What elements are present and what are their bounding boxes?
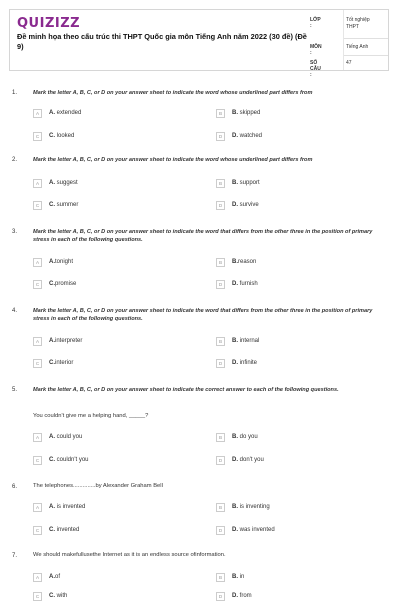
option-letter-box: C [33, 592, 42, 601]
option-letter-box: A [33, 573, 42, 582]
meta-label: LỚP : [310, 17, 321, 29]
question-text: Mark the letter A, B, C, or D on your answer sheet to indicate the word that differs from the other three in the position of primary stress in each of the following questions. [33, 308, 373, 322]
option-key: A. [49, 110, 55, 116]
option-text: suggest [56, 180, 78, 186]
option-letter-box: B [216, 337, 225, 346]
option-text: with [56, 593, 68, 599]
question-sentence: You couldn't give me a helping hand, _____? [33, 413, 149, 419]
worksheet-title: Đề minh họa theo cấu trúc thi THPT Quốc gia môn Tiếng Anh năm 2022 (30 đề) (Đề 9) [17, 32, 307, 51]
option-text: skipped [239, 110, 261, 116]
question-number: 5. [12, 387, 18, 393]
option-text: do you [239, 434, 258, 440]
option-key: D. [232, 527, 238, 533]
question-number: 7. [12, 553, 18, 559]
option-text: could you [56, 434, 83, 440]
option-text: survive [239, 202, 259, 208]
option-key: C. [49, 527, 55, 533]
option-letter-box: C [33, 526, 42, 535]
quizizz-logo: QUIZIZZ [17, 16, 81, 31]
question-number: 2. [12, 157, 18, 163]
option-letter-box: A [33, 109, 42, 118]
option-letter-box: D [216, 456, 225, 465]
option-letter-box: C [33, 456, 42, 465]
option-letter-box: D [216, 526, 225, 535]
option-letter-box: D [216, 201, 225, 210]
question-text: Mark the letter A, B, C, or D on your answer sheet to indicate the word whose underlined part differs from [33, 157, 313, 163]
option-key: D. [232, 202, 238, 208]
option-letter-box: B [216, 258, 225, 267]
option-key: A. [49, 574, 55, 580]
option-text: is inventing [239, 504, 270, 510]
option-letter-box: A [33, 258, 42, 267]
meta-value: Tốt nghiệp THPT [346, 17, 370, 30]
meta-label: SỐ CÂU : [310, 60, 321, 78]
option-letter-box: B [216, 109, 225, 118]
meta-value: 47 [346, 60, 352, 66]
question-number: 1. [12, 90, 18, 96]
option-text: invented [56, 527, 80, 533]
option-letter-box: C [33, 280, 42, 289]
option-key: A. [49, 259, 55, 265]
meta-value: Tiếng Anh [346, 44, 369, 50]
question-number: 4. [12, 308, 18, 314]
worksheet-header [9, 9, 389, 78]
option-key: B. [232, 259, 238, 265]
option-text: don't you [239, 457, 264, 463]
question-text: The telephones..............by Alexander Graham Bell [33, 483, 163, 489]
option-key: A. [49, 180, 55, 186]
meta-label: MÔN : [310, 44, 322, 56]
option-text: interior [55, 360, 74, 366]
question-text: Mark the letter A, B, C, or D on your answer sheet to indicate the word that differs from the other three in the position of primary stress in each of the following questions. [33, 229, 373, 243]
option-key: D. [232, 360, 238, 366]
option-text: summer [56, 202, 79, 208]
option-letter-box: B [216, 433, 225, 442]
option-key: A. [49, 434, 55, 440]
option-letter-box: B [216, 179, 225, 188]
option-key: C. [49, 593, 55, 599]
question-text: We should makefullusethe Internet as it is an endless source ofinformation. [33, 552, 226, 558]
option-letter-box: A [33, 179, 42, 188]
option-text: reason [238, 259, 257, 265]
option-key: D. [232, 133, 238, 139]
question-number: 3. [12, 229, 18, 235]
option-text: infinite [239, 360, 258, 366]
option-text: from [239, 593, 252, 599]
header-divider [343, 10, 344, 70]
option-key: B. [232, 574, 238, 580]
option-key: C. [49, 360, 55, 366]
option-text: extended [56, 110, 82, 116]
question-text: Mark the letter A, B, C, or D on your answer sheet to indicate the word whose underlined part differs from [33, 90, 313, 96]
option-letter-box: A [33, 433, 42, 442]
option-key: B. [232, 434, 238, 440]
option-letter-box: D [216, 359, 225, 368]
option-letter-box: C [33, 359, 42, 368]
option-key: B. [232, 338, 238, 344]
option-letter-box: C [33, 201, 42, 210]
option-text: support [239, 180, 260, 186]
option-key: D. [232, 593, 238, 599]
option-text: watched [239, 133, 263, 139]
option-letter-box: A [33, 503, 42, 512]
option-letter-box: D [216, 280, 225, 289]
option-text: couldn't you [56, 457, 89, 463]
option-text: tonight [55, 259, 74, 265]
option-letter-box: B [216, 503, 225, 512]
option-text: is invented [56, 504, 86, 510]
option-letter-box: D [216, 132, 225, 141]
option-letter-box: C [33, 132, 42, 141]
question-text: Mark the letter A, B, C, or D on your answer sheet to indicate the correct answer to each of the following questions. [33, 387, 339, 393]
option-key: B. [232, 110, 238, 116]
option-text: in [239, 574, 245, 580]
option-key: D. [232, 457, 238, 463]
option-key: B. [232, 504, 238, 510]
option-key: A. [49, 504, 55, 510]
option-letter-box: D [216, 592, 225, 601]
option-key: D. [232, 281, 238, 287]
option-letter-box: B [216, 573, 225, 582]
option-key: B. [232, 180, 238, 186]
option-key: C. [49, 281, 55, 287]
option-text: promise [55, 281, 77, 287]
option-key: C. [49, 202, 55, 208]
option-letter-box: A [33, 337, 42, 346]
option-text: furnish [239, 281, 258, 287]
option-text: of [55, 574, 61, 580]
option-text: looked [56, 133, 75, 139]
option-key: C. [49, 457, 55, 463]
option-text: interpreter [55, 338, 83, 344]
option-key: A. [49, 338, 55, 344]
question-number: 6. [12, 484, 18, 490]
option-text: was invented [239, 527, 275, 533]
option-text: internal [239, 338, 260, 344]
meta-divider [344, 38, 388, 39]
meta-divider [344, 55, 388, 56]
option-key: C. [49, 133, 55, 139]
